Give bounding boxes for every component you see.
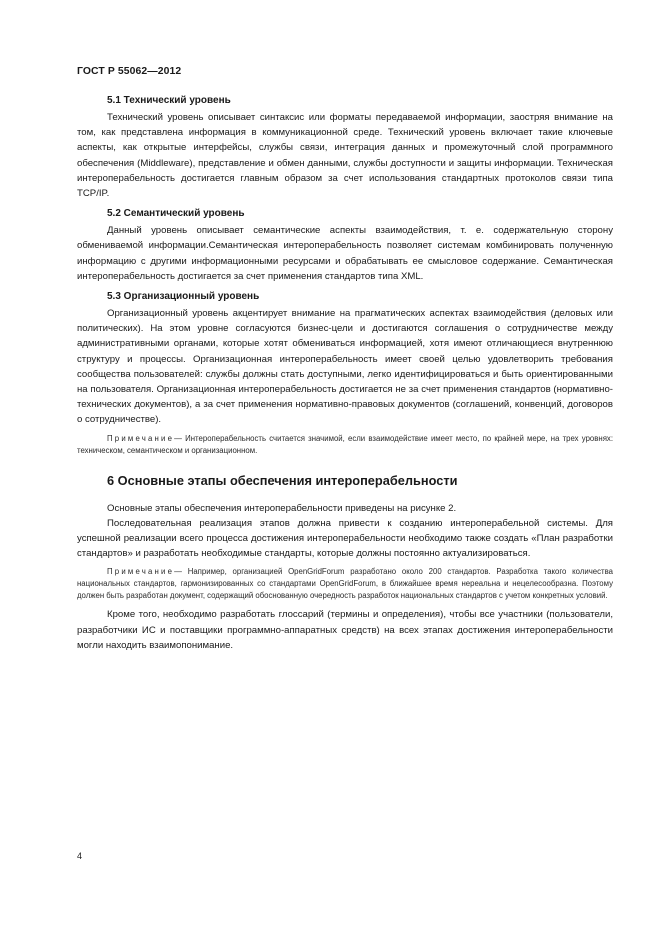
section-5-3-note xyxy=(77,433,613,457)
document-standard-id: ГОСТ Р 55062—2012 xyxy=(77,66,182,77)
section-6-heading: 6 Основные этапы обеспечения интероперабельности xyxy=(107,472,458,488)
section-6-paragraph-2: Последовательная реализация этапов должна привести к созданию интероперабельной системы. Для успешной реализации всего процесса достижения интероперабельности необходимо также создать «План разработки стандартов» и разработать необходимые стандарты, которые должны постоянно актуализироваться. xyxy=(77,517,613,560)
section-5-2-paragraph: Данный уровень описывает семантические аспекты взаимодействия, т. е. содержательную сторону обмениваемой информации.Семантическая интероперабельность позволяет системам комбинировать полученную информацию с другими информационными ресурсами и обрабатывать ее смысловое содержание. Семантическая интероперабельность достигается за счет применения стандартов типа XML. xyxy=(77,225,613,282)
section-5-3-paragraph: Организационный уровень акцентирует внимание на прагматических аспектах взаимодействия (деловых или политических). На этом уровне согласуются бизнес-цели и достигаются соглашения о сотрудничестве между административными органами, которые хотят обмениваться информацией, хотя имеют отличающиеся внутреннюю структуру и процессы. Организационная интероперабельность имеет своей целью удовлетворить требования сообщества пользователей: службы должны стать доступными, легко идентифицироваться и быть ориентированными на пользователя. Организационная интероперабельность достигается не за счет применения стандартов (нормативно-технических документов), а за счет применения нормативно-правовых документов (соглашений, конвенций, договоров о сотрудничестве). xyxy=(77,308,613,426)
note-text: — Интероперабельность считается значимой, если взаимодействие имеет место, по крайней мере, на трех уровнях: техническом, семантическом и организационном. xyxy=(77,433,613,455)
section-6-note xyxy=(77,566,613,602)
note-label: Примечание xyxy=(107,567,175,577)
page-content xyxy=(77,93,613,653)
section-6-paragraph-1: Основные этапы обеспечения интероперабельности приведены на рисунке 2. xyxy=(107,502,457,514)
section-5-2-heading: 5.2 Семантический уровень xyxy=(107,208,245,220)
note-text: — Например, организацией OpenGridForum разработано около 200 стандартов. Разработка такого количества национальных стандартов, гармонизированных со стандартами OpenGridForum, в ближайшее время нереальна и нецелесообразна. Поэтому должен быть разработан документ, содержащий обоснованную очередность разработок национальных стандартов с учетом конкретных условий. xyxy=(77,567,613,601)
section-5-3-heading: 5.3 Организационный уровень xyxy=(107,291,260,303)
page-number: 4 xyxy=(77,851,83,861)
note-label: Примечание xyxy=(107,433,175,443)
section-5-1-paragraph: Технический уровень описывает синтаксис или форматы передаваемой информации, заостряя внимание на том, как представлена информация в коммуникационной среде. Технический уровень включает такие ключевые аспекты, как открытые интерфейсы, службы связи, интеграция данных и промежуточный слой программного обеспечения (Middleware), представление и обмен данными, службы доступности и защиты информации. Техническая интероперабельность достигается главным образом за счет использования стандартных протоколов связи типа TCP/IP. xyxy=(77,112,613,200)
section-6-paragraph-3: Кроме того, необходимо разработать глоссарий (термины и определения), чтобы все участники (пользователи, разработчики ИС и поставщики программно-аппаратных средств) на всех этапах достижения интероперабельности могли находить взаимопонимание. xyxy=(77,609,613,651)
section-5-1-heading: 5.1 Технический уровень xyxy=(107,95,231,106)
